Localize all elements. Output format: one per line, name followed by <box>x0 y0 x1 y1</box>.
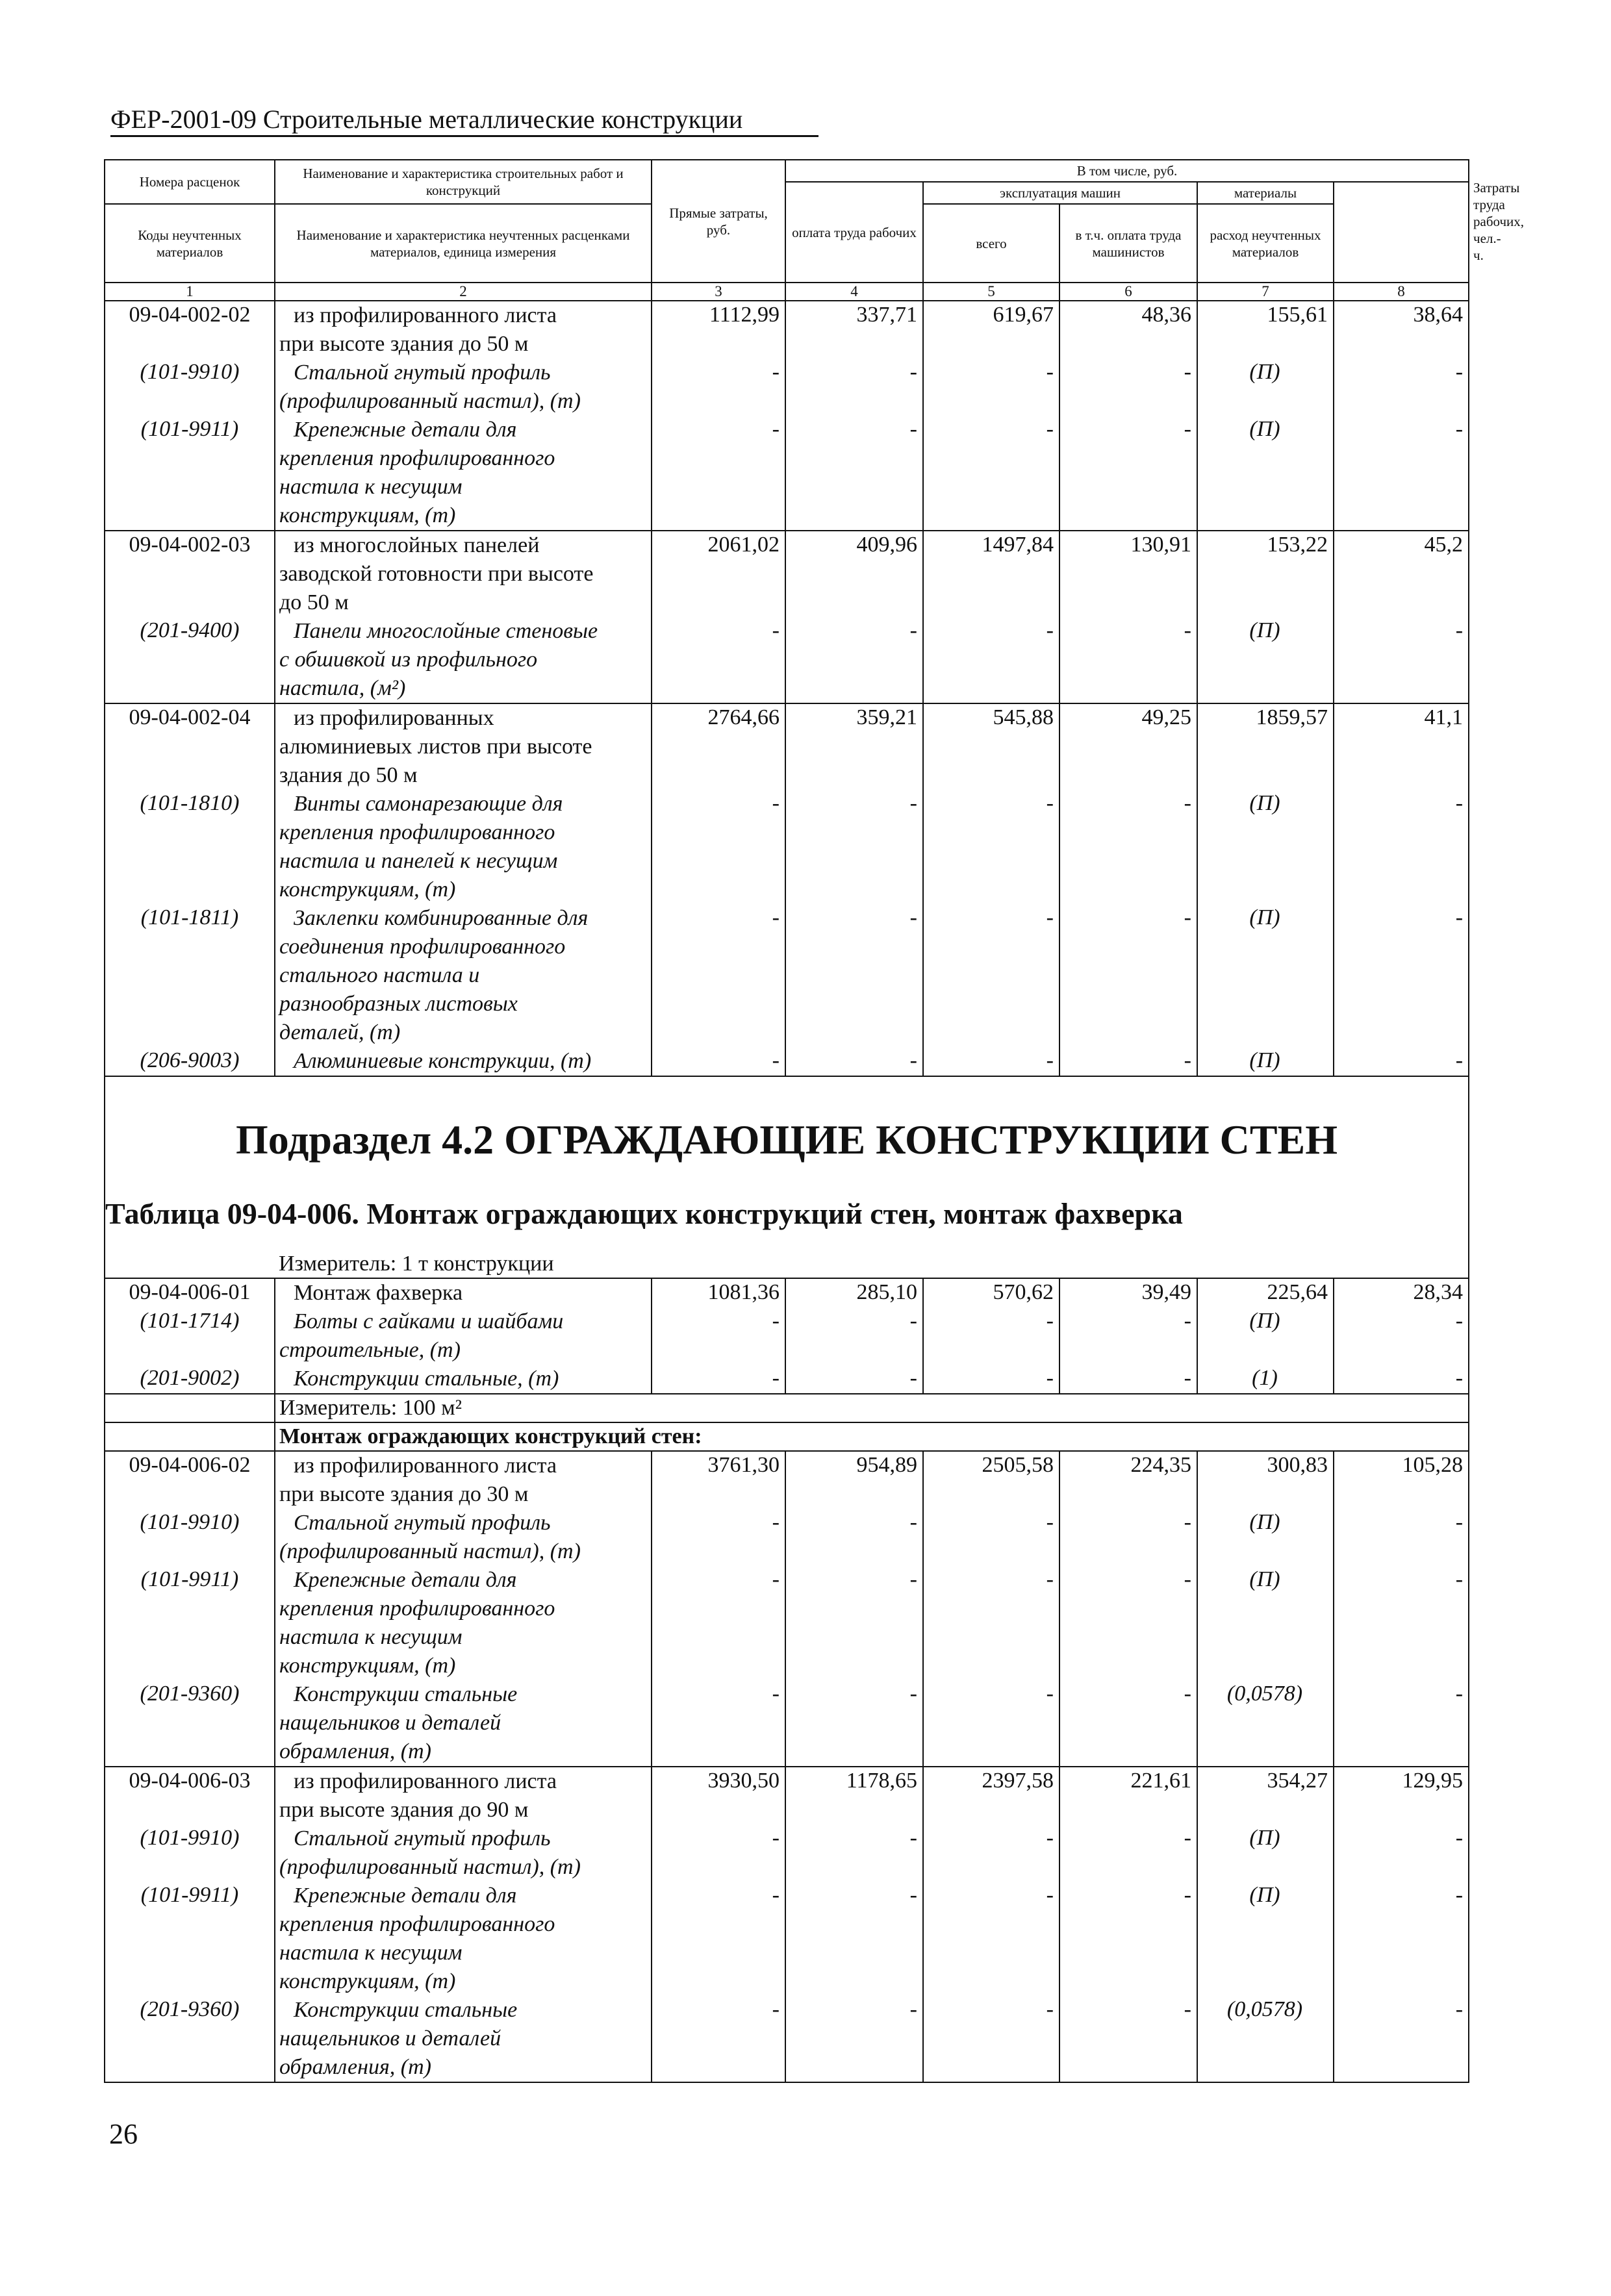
material-value: - <box>1184 905 1191 929</box>
value-cell <box>1059 703 1197 1076</box>
value-cell <box>652 1767 785 2082</box>
material-name-line: обрамления, (т) <box>279 2055 431 2079</box>
rate-value: 1859,57 <box>1256 705 1328 729</box>
value-cell <box>785 1451 923 1767</box>
material-name-line: Конструкции стальные, (т) <box>294 1367 559 1391</box>
material-name-line: конструкциям, (т) <box>279 1969 456 1993</box>
material-name-line: Крепежные детали для <box>294 1568 517 1592</box>
rate-code: 09-04-002-04 <box>129 705 251 729</box>
value-cell <box>652 531 785 703</box>
table-title: Таблица 09-04-006. Монтаж ограждающих конструкций стен, монтаж фахверка <box>105 1190 1469 1250</box>
material-value: (0,0578) <box>1226 1997 1303 2021</box>
page-header: ФЕР-2001-09 Строительные металлические конструкции <box>110 104 818 137</box>
material-name-line: Панели многослойные стеновые <box>294 619 598 643</box>
material-name-line: крепления профилированного <box>279 1596 555 1621</box>
column-numbers-row <box>105 283 1469 301</box>
rate-value: 155,61 <box>1267 303 1328 327</box>
material-value: - <box>1455 1997 1464 2021</box>
material-code: (201-9400) <box>140 618 240 642</box>
rate-name-line: при высоте здания до 30 м <box>279 1482 529 1506</box>
name-cell <box>275 531 652 703</box>
material-name-line: Крепежные детали для <box>294 1884 517 1908</box>
table-body-frame <box>105 1278 1469 1394</box>
material-value: - <box>772 360 780 384</box>
rate-value: 2061,02 <box>707 533 780 557</box>
material-value: (0,0578) <box>1226 1682 1303 1706</box>
material-value: - <box>772 618 780 642</box>
material-value: - <box>772 1883 780 1907</box>
rate-value: 225,64 <box>1267 1280 1328 1304</box>
rate-name-line: из профилированного листа <box>294 303 557 327</box>
value-cell <box>1197 1767 1334 2082</box>
table-body-bottom <box>105 1451 1469 2082</box>
material-value: (1) <box>1252 1366 1278 1390</box>
code-cell <box>105 1767 275 2082</box>
value-cell <box>785 703 923 1076</box>
rate-value: 2505,58 <box>982 1453 1054 1477</box>
value-cell <box>652 1451 785 1767</box>
rates-table <box>104 159 1525 2083</box>
material-name-line: (профилированный настил), (т) <box>279 1855 581 1879</box>
material-name-line: деталей, (т) <box>279 1020 401 1044</box>
machines-header: эксплуатация машин <box>923 182 1197 204</box>
material-value: - <box>909 417 917 441</box>
material-value: - <box>772 1309 780 1333</box>
material-value: - <box>772 1682 780 1706</box>
value-cell <box>1059 531 1197 703</box>
material-value: - <box>1455 905 1464 929</box>
rate-value: 130,91 <box>1130 533 1191 557</box>
material-value: - <box>772 1826 780 1850</box>
rate-name-line: до 50 м <box>279 590 349 614</box>
rate-value: 359,21 <box>856 705 917 729</box>
rate-value: 49,25 <box>1141 705 1191 729</box>
material-value: - <box>1184 618 1191 642</box>
material-value: (П) <box>1249 417 1280 441</box>
rate-value: 300,83 <box>1267 1453 1328 1477</box>
material-value: - <box>1184 1826 1191 1850</box>
material-name-line: настила к несущим <box>279 1941 463 1965</box>
material-code: (101-9910) <box>140 1510 240 1534</box>
material-name-line: Конструкции стальные <box>294 1682 518 1706</box>
material-code: (101-9910) <box>140 360 240 384</box>
material-value: (П) <box>1249 791 1280 815</box>
name-cell <box>275 301 652 531</box>
material-name-line: соединения профилированного <box>279 935 566 959</box>
value-cell <box>1334 301 1469 531</box>
col-number: 4 <box>785 283 923 301</box>
material-value: - <box>1184 360 1191 384</box>
rate-value: 409,96 <box>856 533 917 557</box>
material-value: - <box>772 1048 780 1072</box>
material-name-line: крепления профилированного <box>279 1912 555 1936</box>
material-value: (П) <box>1249 1826 1280 1850</box>
material-value: - <box>1184 1048 1191 1072</box>
material-name-line: обрамления, (т) <box>279 1739 431 1763</box>
material-value: - <box>909 360 917 384</box>
material-value: - <box>1455 1048 1464 1072</box>
rate-name-line: из многослойных панелей <box>294 533 540 557</box>
col4-header: оплата труда рабочих <box>785 182 923 283</box>
rate-value: 129,95 <box>1402 1769 1464 1793</box>
material-value: - <box>909 1682 917 1706</box>
rate-row <box>105 1278 1469 1394</box>
value-cell <box>1197 1278 1334 1394</box>
material-name-line: крепления профилированного <box>279 446 555 470</box>
rate-value: 2397,58 <box>982 1769 1054 1793</box>
name-cell <box>275 1451 652 1767</box>
value-cell <box>1197 301 1334 531</box>
value-cell <box>923 531 1059 703</box>
material-value: - <box>1046 791 1054 815</box>
material-value: - <box>1455 1366 1464 1390</box>
material-value: - <box>1046 1997 1054 2021</box>
material-value: - <box>772 1567 780 1591</box>
material-value: - <box>1046 1366 1054 1390</box>
material-code: (101-1810) <box>140 791 240 815</box>
rate-name-line: при высоте здания до 50 м <box>279 332 529 356</box>
measure-unit-2: Измеритель: 100 м² <box>275 1394 1469 1422</box>
materials-header: материалы <box>1197 182 1334 204</box>
rate-value: 354,27 <box>1267 1769 1328 1793</box>
material-name-line: настила к несущим <box>279 475 463 499</box>
material-value: - <box>1455 1682 1464 1706</box>
material-code: (101-9911) <box>140 417 239 441</box>
value-cell <box>652 301 785 531</box>
col3-header: Прямые затраты, руб. <box>652 160 785 283</box>
value-cell <box>652 703 785 1076</box>
rate-value: 38,64 <box>1413 303 1464 327</box>
value-cell <box>1334 531 1469 703</box>
material-value: - <box>772 905 780 929</box>
rate-value: 1112,99 <box>709 303 780 327</box>
value-cell <box>1334 1767 1469 2082</box>
material-value: - <box>909 618 917 642</box>
material-value: - <box>1184 417 1191 441</box>
material-name-line: Крепежные детали для <box>294 418 517 442</box>
material-value: (П) <box>1249 1883 1280 1907</box>
material-value: - <box>1046 1567 1054 1591</box>
material-value: - <box>909 1510 917 1534</box>
col-number: 5 <box>923 283 1059 301</box>
rate-value: 41,1 <box>1424 705 1464 729</box>
col2-bottom-header: Наименование и характеристика неучтенных расценками материалов, единица измерения <box>275 204 652 283</box>
code-cell <box>105 1451 275 1767</box>
material-name-line: настила, (м²) <box>279 676 406 700</box>
material-code: (201-9360) <box>140 1997 240 2021</box>
material-code: (201-9360) <box>140 1682 240 1706</box>
name-cell <box>275 703 652 1076</box>
rate-row <box>105 1767 1469 2082</box>
material-value: - <box>909 1997 917 2021</box>
material-value: - <box>1184 1682 1191 1706</box>
material-value: (П) <box>1249 1309 1280 1333</box>
material-value: (П) <box>1249 905 1280 929</box>
col6-header: в т.ч. оплата труда машинистов <box>1059 204 1197 283</box>
value-cell <box>1197 531 1334 703</box>
value-cell <box>785 301 923 531</box>
material-value: (П) <box>1249 1510 1280 1534</box>
material-code: (101-1714) <box>140 1309 240 1333</box>
col1-top-header: Номера расценок <box>105 160 275 204</box>
material-value: - <box>1046 417 1054 441</box>
material-value: - <box>1184 791 1191 815</box>
rate-value: 224,35 <box>1130 1453 1191 1477</box>
material-value: - <box>772 1997 780 2021</box>
rate-code: 09-04-002-02 <box>129 303 251 327</box>
col2-top-header: Наименование и характеристика строительных работ и конструкций <box>275 160 652 204</box>
rate-value: 1081,36 <box>707 1280 780 1304</box>
material-name-line: конструкциям, (т) <box>279 877 456 902</box>
material-name-line: с обшивкой из профильного <box>279 648 538 672</box>
value-cell <box>1197 1451 1334 1767</box>
material-value: (П) <box>1249 618 1280 642</box>
material-name-line: строительные, (т) <box>279 1338 461 1362</box>
material-value: - <box>909 791 917 815</box>
rate-value: 221,61 <box>1130 1769 1191 1793</box>
rate-value: 153,22 <box>1267 533 1328 557</box>
value-cell <box>785 531 923 703</box>
rate-value: 337,71 <box>856 303 917 327</box>
code-cell <box>105 301 275 531</box>
rate-value: 28,34 <box>1413 1280 1464 1304</box>
material-value: - <box>1455 1826 1464 1850</box>
material-name-line: Заклепки комбинированные для <box>294 906 589 930</box>
rate-value: 105,28 <box>1402 1453 1464 1477</box>
material-value: - <box>909 1826 917 1850</box>
rate-name-line: при высоте здания до 90 м <box>279 1798 529 1822</box>
code-cell <box>105 531 275 703</box>
col-number: 6 <box>1059 283 1197 301</box>
material-name-line: Конструкции стальные <box>294 1998 518 2022</box>
material-name-line: крепления профилированного <box>279 820 555 844</box>
rate-value: 2764,66 <box>707 705 780 729</box>
rate-name-line: из профилированных <box>294 706 494 730</box>
rate-value: 545,88 <box>993 705 1054 729</box>
value-cell <box>1334 1278 1469 1394</box>
material-name-line: разнообразных листовых <box>279 992 518 1016</box>
rate-value: 3930,50 <box>707 1769 780 1793</box>
rate-name-line: из профилированного листа <box>294 1769 557 1793</box>
col-number: 7 <box>1197 283 1334 301</box>
rate-value: 3761,30 <box>707 1453 780 1477</box>
material-name-line: (профилированный настил), (т) <box>279 1539 581 1563</box>
material-name-line: Болты с гайками и шайбами <box>294 1309 564 1333</box>
material-name-line: конструкциям, (т) <box>279 1654 456 1678</box>
name-cell <box>275 1278 652 1394</box>
rate-code: 09-04-002-03 <box>129 533 251 557</box>
material-value: - <box>909 1883 917 1907</box>
material-value: - <box>1184 1567 1191 1591</box>
material-value: (П) <box>1249 1567 1280 1591</box>
col-number: 2 <box>275 283 652 301</box>
rate-code: 09-04-006-02 <box>129 1453 251 1477</box>
rate-row <box>105 531 1469 703</box>
material-name-line: нащельников и деталей <box>279 1711 501 1735</box>
material-value: - <box>909 1048 917 1072</box>
rate-value: 1497,84 <box>982 533 1054 557</box>
code-cell <box>105 703 275 1076</box>
material-code: (101-9910) <box>140 1826 240 1850</box>
material-value: - <box>1046 1883 1054 1907</box>
value-cell <box>923 703 1059 1076</box>
material-value: - <box>1184 1510 1191 1534</box>
measure-unit-1: Измеритель: 1 т конструкции <box>275 1250 1469 1278</box>
material-value: - <box>1455 791 1464 815</box>
rate-row <box>105 703 1469 1076</box>
material-code: (201-9002) <box>140 1366 240 1390</box>
material-value: - <box>909 1309 917 1333</box>
col-number: 1 <box>105 283 275 301</box>
rate-row <box>105 1451 1469 1767</box>
material-name-line: Алюминиевые конструкции, (т) <box>294 1049 592 1073</box>
material-code: (101-1811) <box>140 905 239 929</box>
rate-value: 48,36 <box>1141 303 1191 327</box>
material-name-line: (профилированный настил), (т) <box>279 389 581 413</box>
rate-code: 09-04-006-03 <box>129 1769 251 1793</box>
name-cell <box>275 1767 652 2082</box>
material-name-line: настила к несущим <box>279 1625 463 1649</box>
col-number: 3 <box>652 283 785 301</box>
material-name-line: конструкциям, (т) <box>279 503 456 527</box>
material-value: - <box>1455 1309 1464 1333</box>
value-cell <box>1334 1451 1469 1767</box>
material-value: - <box>1455 360 1464 384</box>
material-value: (П) <box>1249 360 1280 384</box>
walls-heading: Монтаж ограждающих конструкций стен: <box>275 1422 1469 1451</box>
rate-name-line: здания до 50 м <box>279 763 418 787</box>
material-value: - <box>909 1366 917 1390</box>
rate-value: 39,49 <box>1141 1280 1191 1304</box>
material-value: - <box>1046 1510 1054 1534</box>
material-value: - <box>1046 1826 1054 1850</box>
material-value: - <box>1046 905 1054 929</box>
material-value: - <box>1455 1510 1464 1534</box>
value-cell <box>785 1767 923 2082</box>
material-value: - <box>1455 1567 1464 1591</box>
material-value: - <box>1455 618 1464 642</box>
table-header: Номера расценок Наименование и характеристика строительных работ и конструкций Прямые затраты, руб. В том числе, руб. Затраты труда рабочих, чел.-ч. оплата труда рабочих эксплуатация машин материалы Коды неучтенных материалов Наименование и характеристика неучтенных расценками материалов, единица измерения всего в т.ч. оплата труда машинистов расход неучтенных материалов 1 2 3 4 5 6 7 8 <box>105 160 1469 301</box>
subsection-block <box>105 1076 1469 1278</box>
rate-value: 45,2 <box>1424 533 1464 557</box>
rate-value: 619,67 <box>993 303 1054 327</box>
value-cell <box>1059 1767 1197 2082</box>
material-value: - <box>1046 1682 1054 1706</box>
col5-header: всего <box>923 204 1059 283</box>
rate-row <box>105 301 1469 531</box>
value-cell <box>1059 301 1197 531</box>
material-name-line: настила и панелей к несущим <box>279 849 558 873</box>
col-number: 8 <box>1334 283 1469 301</box>
material-code: (101-9911) <box>140 1883 239 1907</box>
material-value: - <box>1046 360 1054 384</box>
material-value: - <box>772 791 780 815</box>
material-value: - <box>1184 1309 1191 1333</box>
measure2-block <box>105 1394 1469 1451</box>
material-name-line: нащельников и деталей <box>279 2026 501 2050</box>
material-value: - <box>772 1510 780 1534</box>
material-value: - <box>1046 1048 1054 1072</box>
rate-name-line: из профилированного листа <box>294 1454 557 1478</box>
rate-code: 09-04-006-01 <box>129 1280 251 1304</box>
value-cell <box>1334 703 1469 1076</box>
subsection-title: Подраздел 4.2 ОГРАЖДАЮЩИЕ КОНСТРУКЦИИ СТЕН <box>105 1076 1469 1190</box>
value-cell <box>1197 703 1334 1076</box>
material-value: (П) <box>1249 1048 1280 1072</box>
rate-value: 1178,65 <box>846 1769 917 1793</box>
table-body-top <box>105 301 1469 1076</box>
value-cell <box>923 301 1059 531</box>
value-cell <box>652 1278 785 1394</box>
rate-name-line: Монтаж фахверка <box>294 1281 463 1305</box>
material-value: - <box>909 1567 917 1591</box>
rate-value: 954,89 <box>856 1453 917 1477</box>
code-cell <box>105 1278 275 1394</box>
material-value: - <box>772 417 780 441</box>
material-value: - <box>1455 1883 1464 1907</box>
material-value: - <box>909 905 917 929</box>
col1-bottom-header: Коды неучтенных материалов <box>105 204 275 283</box>
rate-value: 570,62 <box>993 1280 1054 1304</box>
value-cell <box>923 1451 1059 1767</box>
value-cell <box>1059 1278 1197 1394</box>
value-cell <box>785 1278 923 1394</box>
value-cell <box>923 1278 1059 1394</box>
material-value: - <box>1184 1883 1191 1907</box>
material-value: - <box>1184 1997 1191 2021</box>
material-name-line: Винты самонарезающие для <box>294 792 563 816</box>
material-name-line: Стальной гнутый профиль <box>294 1826 551 1850</box>
material-name-line: стального настила и <box>279 963 480 987</box>
material-code: (206-9003) <box>140 1048 240 1072</box>
material-value: - <box>772 1366 780 1390</box>
page-number: 26 <box>109 2118 138 2150</box>
rate-value: 285,10 <box>856 1280 917 1304</box>
material-name-line: Стальной гнутый профиль <box>294 1511 551 1535</box>
material-value: - <box>1046 1309 1054 1333</box>
value-cell <box>923 1767 1059 2082</box>
material-value: - <box>1046 618 1054 642</box>
value-cell <box>1059 1451 1197 1767</box>
material-value: - <box>1184 1366 1191 1390</box>
material-code: (101-9911) <box>140 1567 239 1591</box>
col7-header: расход неучтенных материалов <box>1197 204 1334 283</box>
material-name-line: Стальной гнутый профиль <box>294 360 551 385</box>
material-value: - <box>1455 417 1464 441</box>
rate-name-line: алюминиевых листов при высоте <box>279 735 592 759</box>
rate-name-line: заводской готовности при высоте <box>279 562 594 586</box>
in-number-header: В том числе, руб. <box>785 160 1469 182</box>
